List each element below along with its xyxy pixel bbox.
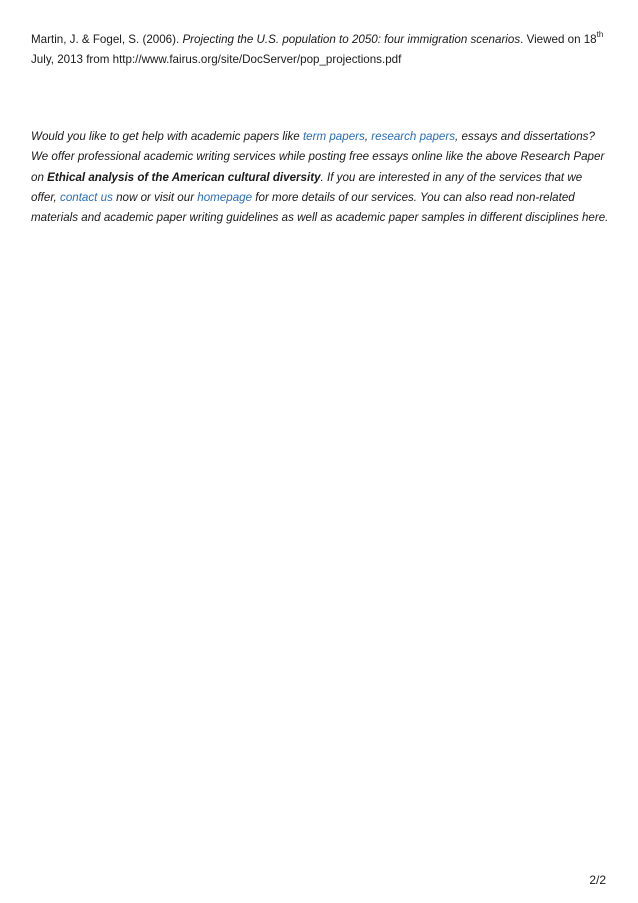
reference-entry <box>31 30 611 70</box>
contact-us-link[interactable]: contact us <box>60 190 113 204</box>
reference-title: Projecting the U.S. population to 2050: four immigration scenarios <box>182 33 521 46</box>
reference-viewed-prefix: . Viewed on 18 <box>520 33 597 46</box>
promo-separator: , <box>364 130 372 143</box>
promo-text-2: , essays and dissertations? We offer professional academic writing services while posting free essays online like the above Research Paper on <box>31 130 605 184</box>
promo-text-1: Would you like to get help with academic papers like <box>31 130 303 143</box>
reference-viewed-suffix: July, 2013 from http://www.fairus.org/site/DocServer/pop_projections.pdf <box>31 53 402 66</box>
research-papers-link[interactable]: research papers <box>371 130 456 143</box>
promo-text-5: for more details of our services. You can also read non-related materials and academic paper writing guidelines as well as academic paper samples in different disciplines here. <box>31 190 609 225</box>
term-papers-link[interactable]: term papers <box>302 130 365 143</box>
promo-text-3: . If you are interested in any of the services that we offer, <box>31 170 583 204</box>
reference-authors: Martin, J. & Fogel, S. (2006). <box>31 33 180 46</box>
promo-text-4: now or visit our <box>112 190 198 204</box>
page-number: 2/2 <box>589 873 606 887</box>
reference-viewed-superscript: th <box>596 30 604 39</box>
homepage-link[interactable]: homepage <box>197 190 253 204</box>
promo-paragraph <box>31 127 609 228</box>
promo-topic: Ethical analysis of the American cultural diversity <box>47 170 321 184</box>
